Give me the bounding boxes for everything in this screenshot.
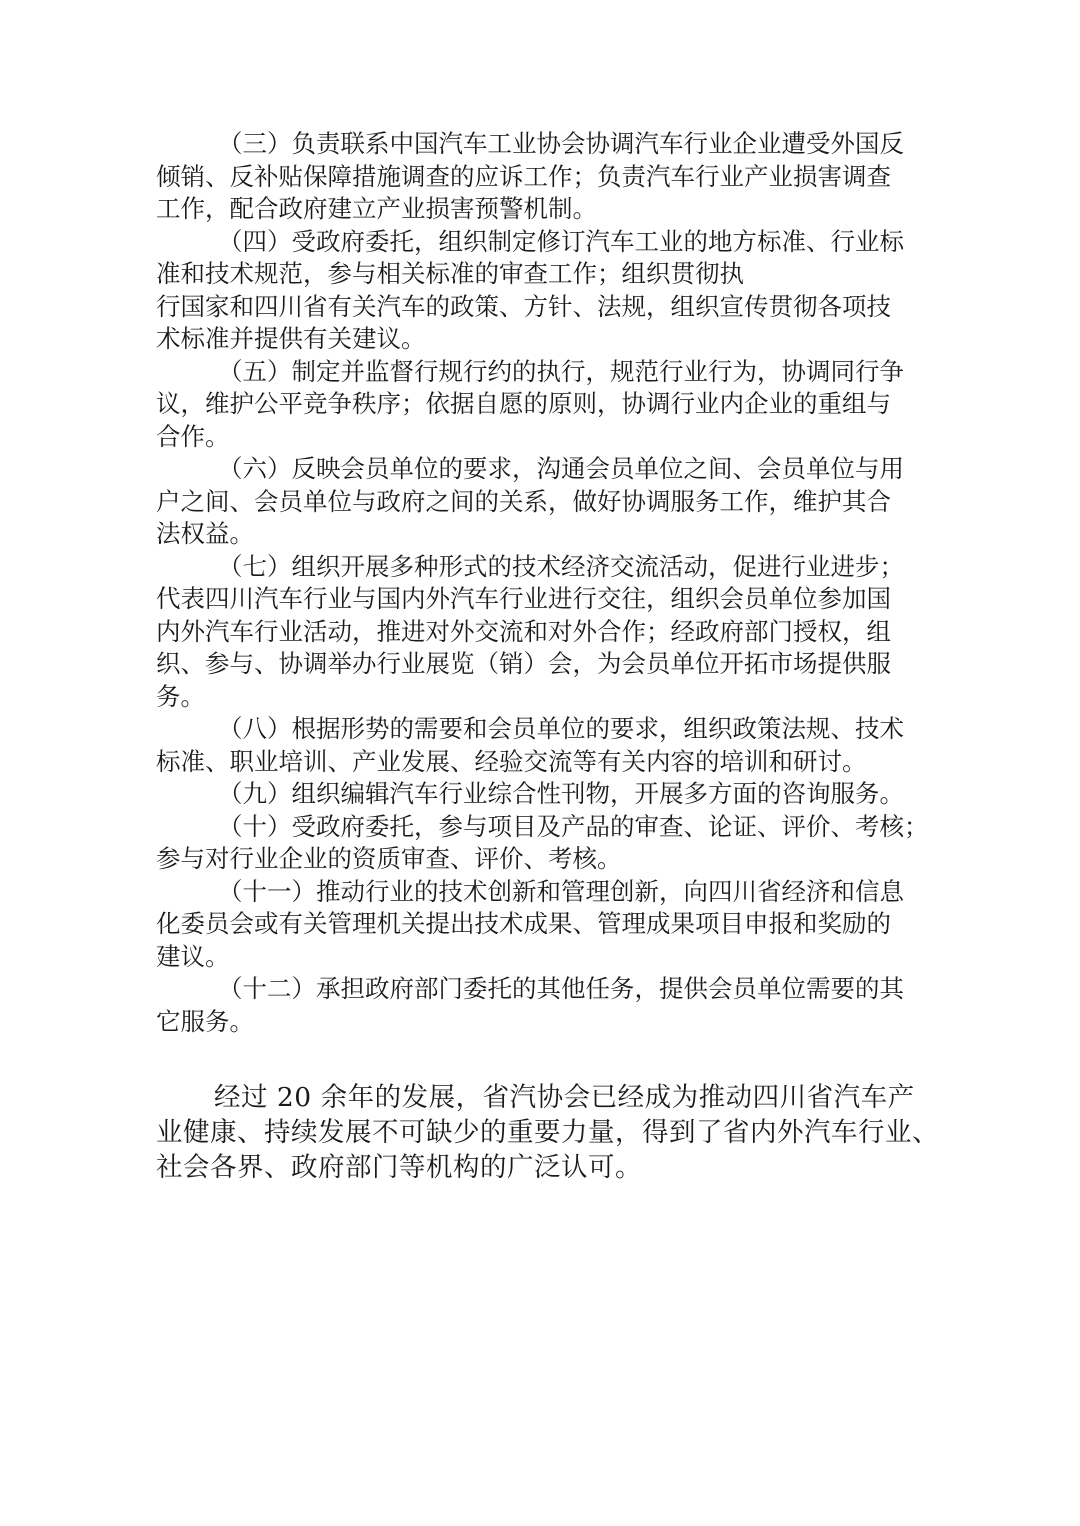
text-line: 织、参与、协调举办行业展览（销）会，为会员单位开拓市场提供服 [156,649,891,678]
text-line: （九）组织编辑汽车行业综合性刊物，开展多方面的咨询服务。 [218,779,904,808]
text-line: 术标准并提供有关建议。 [156,324,426,353]
text-line: （七）组织开展多种形式的技术经济交流活动，促进行业进步； [218,551,904,581]
duty-item-8 [156,713,936,778]
text-line: （三）负责联系中国汽车工业协会协调汽车行业企业遭受外国反 [218,129,904,158]
text-line: 内外汽车行业活动，推进对外交流和对外合作；经政府部门授权，组 [156,616,891,646]
text-line: 务。 [156,681,205,711]
text-line: （八）根据形势的需要和会员单位的要求，组织政策法规、技术 [218,714,904,743]
text-line: 工作，配合政府建立产业损害预警机制。 [156,194,597,223]
text-line: 它服务。 [156,1006,254,1036]
duty-item-3 [156,128,936,226]
duty-item-9 [156,778,936,811]
duty-item-5 [156,356,936,454]
duty-item-6 [156,453,936,551]
text-line: 标准、职业培训、产业发展、经验交流等有关内容的培训和研讨。 [156,746,867,776]
duty-item-10 [156,811,936,876]
duty-item-4 [156,226,936,356]
text-line: 建议。 [156,941,230,971]
text-line: （五）制定并监督行规行约的执行，规范行业行为，协调同行争 [218,356,904,386]
closing-paragraph [156,1080,939,1185]
duty-item-12 [156,973,936,1038]
text-line: 户之间、会员单位与政府之间的关系，做好协调服务工作，维护其合 [156,486,891,516]
document-body [156,128,939,1185]
text-line: （六）反映会员单位的要求，沟通会员单位之间、会员单位与用 [218,454,904,483]
text-line: 准和技术规范，参与相关标准的审查工作；组织贯彻执 [156,259,744,288]
text-line: 合作。 [156,421,230,451]
text-line: 行国家和四川省有关汽车的政策、方针、法规，组织宣传贯彻各项技 [156,291,891,321]
duty-item-11 [156,876,936,974]
text-line: 法权益。 [156,519,254,548]
text-line: 代表四川汽车行业与国内外汽车行业进行交往，组织会员单位参加国 [156,584,891,613]
text-line: （四）受政府委托，组织制定修订汽车工业的地方标准、行业标 [218,226,904,256]
text-line: 业健康、持续发展不可缺少的重要力量，得到了省内外汽车行业、 [156,1117,939,1148]
duty-item-7 [156,551,936,714]
text-line: （十）受政府委托，参与项目及产品的审查、论证、评价、考核； [218,811,929,841]
text-line: 倾销、反补贴保障措施调查的应诉工作；负责汽车行业产业损害调查 [156,161,891,191]
text-line: 议，维护公平竞争秩序；依据自愿的原则，协调行业内企业的重组与 [156,389,891,418]
text-line: （十二）承担政府部门委托的其他任务，提供会员单位需要的其 [218,974,904,1003]
text-line: 参与对行业企业的资质审查、评价、考核。 [156,844,622,873]
text-line: 化委员会或有关管理机关提出技术成果、管理成果项目申报和奖励的 [156,909,891,938]
text-line: 社会各界、政府部门等机构的广泛认可。 [156,1152,642,1183]
text-line: （十一）推动行业的技术创新和管理创新，向四川省经济和信息 [218,876,904,906]
text-line: 经过 20 余年的发展，省汽协会已经成为推动四川省汽车产 [214,1082,915,1113]
